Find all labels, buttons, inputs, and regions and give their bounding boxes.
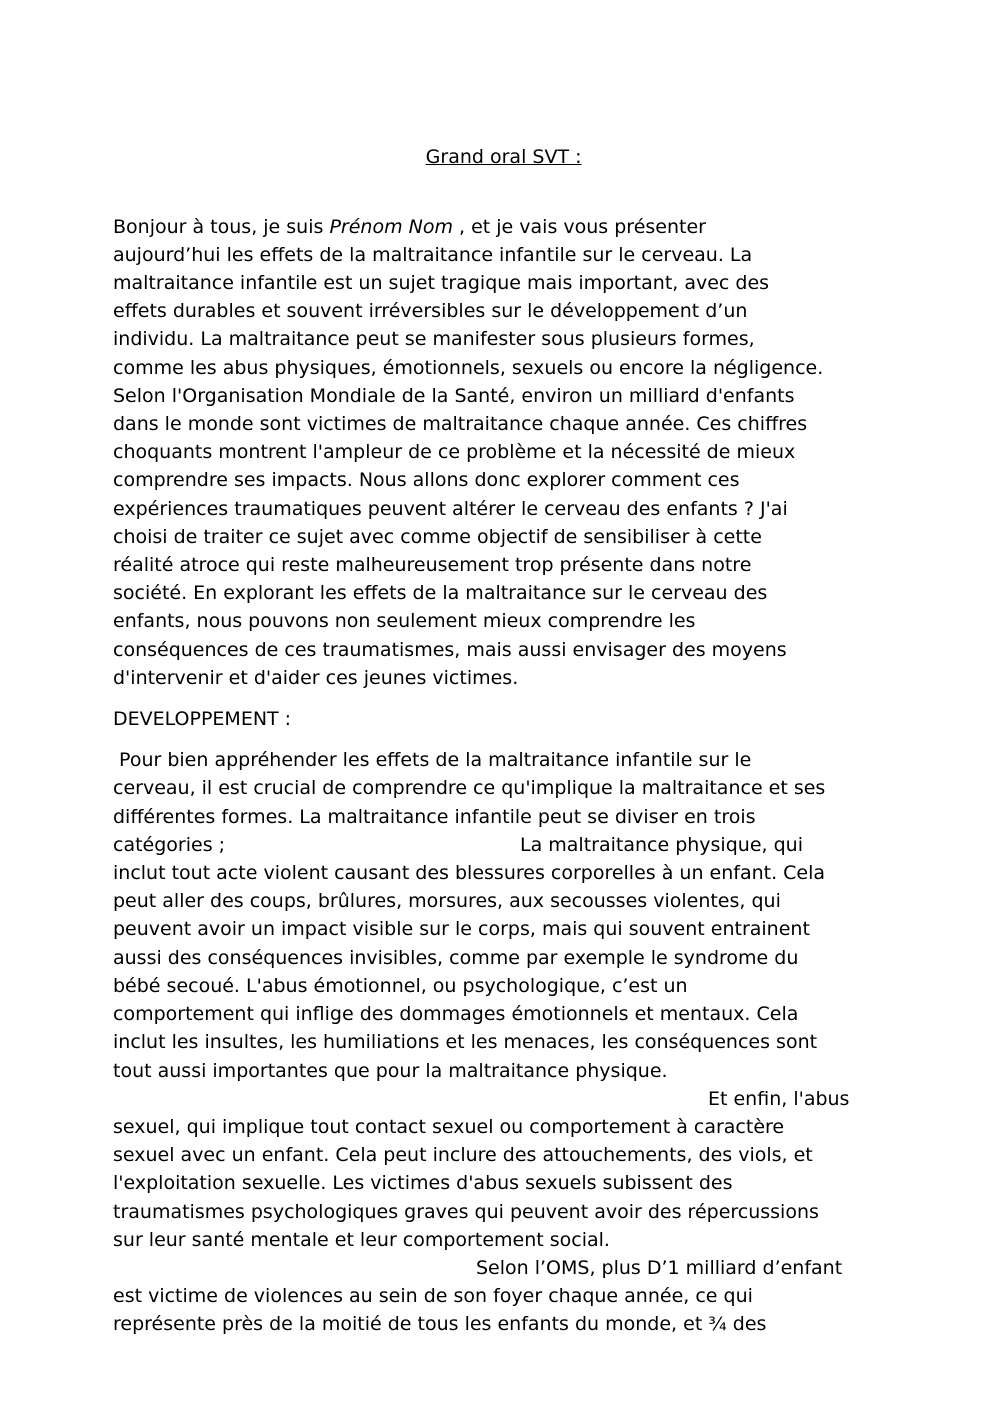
text-segment: aussi des conséquences invisibles, comme par exemple le syndrome du xyxy=(113,946,799,969)
text-line xyxy=(113,1282,870,1310)
paragraph-developpement-heading xyxy=(113,705,870,733)
text-line xyxy=(113,551,870,579)
document-page xyxy=(113,115,870,1339)
text-line xyxy=(113,1057,870,1085)
document-title xyxy=(113,115,870,200)
document-body xyxy=(113,213,870,1339)
text-line xyxy=(113,410,870,438)
text-line xyxy=(113,636,870,664)
text-line xyxy=(113,1254,870,1282)
text-segment: sur leur santé mentale et leur comportement social. xyxy=(113,1228,610,1251)
text-line xyxy=(113,438,870,466)
text-line xyxy=(113,325,870,353)
text-segment: individu. La maltraitance peut se manifester sous plusieurs formes, xyxy=(113,328,755,351)
text-segment: représente près de la moitié de tous les enfants du monde, et ¾ des xyxy=(113,1313,767,1336)
text-line xyxy=(113,887,870,915)
text-segment: société. En explorant les effets de la maltraitance sur le cerveau des xyxy=(113,582,768,605)
text-segment: réalité atroce qui reste malheureusement trop présente dans notre xyxy=(113,554,752,577)
text-segment: choisi de traiter ce sujet avec comme objectif de sensibiliser à cette xyxy=(113,525,762,548)
text-line xyxy=(113,1028,870,1056)
text-line xyxy=(113,915,870,943)
text-line xyxy=(113,1113,870,1141)
text-segment: l'exploitation sexuelle. Les victimes d'abus sexuels subissent des xyxy=(113,1172,733,1195)
text-segment: choquants montrent l'ampleur de ce problème et la nécessité de mieux xyxy=(113,441,796,464)
text-segment: effets durables et souvent irréversibles sur le développement d’un xyxy=(113,300,748,323)
text-segment: est victime de violences au sein de son foyer chaque année, ce qui xyxy=(113,1285,753,1308)
emphasized-text: Prénom Nom xyxy=(329,215,453,238)
text-segment: inclut les insultes, les humiliations et les menaces, les conséquences sont xyxy=(113,1031,818,1054)
text-line xyxy=(113,944,870,972)
text-line xyxy=(113,523,870,551)
text-line xyxy=(113,269,870,297)
paragraph-introduction xyxy=(113,213,870,692)
text-line xyxy=(113,664,870,692)
paragraph-developpement-body xyxy=(113,746,870,1338)
text-segment: DEVELOPPEMENT : xyxy=(113,708,292,731)
text-segment: expériences traumatiques peuvent altérer le cerveau des enfants ? J'ai xyxy=(113,497,788,520)
text-segment: maltraitance infantile est un sujet tragique mais important, avec des xyxy=(113,272,770,295)
text-segment: La maltraitance physique, qui xyxy=(520,833,803,856)
text-line xyxy=(113,382,870,410)
text-line xyxy=(113,495,870,523)
text-segment: peuvent avoir un impact visible sur le corps, mais qui souvent entrainent xyxy=(113,918,810,941)
text-segment: Bonjour à tous, je suis xyxy=(113,215,330,238)
text-segment: comprendre ses impacts. Nous allons donc explorer comment ces xyxy=(113,469,740,492)
text-segment: conséquences de ces traumatismes, mais aussi envisager des moyens xyxy=(113,638,787,661)
text-segment: sexuel, qui implique tout contact sexuel ou comportement à caractère xyxy=(113,1115,785,1138)
text-segment: cerveau, il est crucial de comprendre ce qu'implique la maltraitance et ses xyxy=(113,777,826,800)
text-line xyxy=(113,705,870,733)
text-line xyxy=(113,1169,870,1197)
text-segment: Et enfin, l'abus xyxy=(708,1087,850,1110)
text-segment: sexuel avec un enfant. Cela peut inclure des attouchements, des viols, et xyxy=(113,1144,813,1167)
text-line xyxy=(113,774,870,802)
text-line xyxy=(113,1085,870,1113)
text-segment: Pour bien appréhender les effets de la maltraitance infantile sur le xyxy=(113,749,752,772)
text-line xyxy=(113,803,870,831)
text-line xyxy=(113,972,870,1000)
text-segment: d'intervenir et d'aider ces jeunes victimes. xyxy=(113,666,519,689)
text-line xyxy=(113,1000,870,1028)
text-segment: Selon l’OMS, plus D’1 milliard d’enfant xyxy=(476,1256,843,1279)
text-line xyxy=(113,579,870,607)
text-line xyxy=(113,241,870,269)
text-line xyxy=(113,746,870,774)
text-segment: bébé secoué. L'abus émotionnel, ou psychologique, c’est un xyxy=(113,974,688,997)
text-line xyxy=(113,607,870,635)
text-segment: traumatismes psychologiques graves qui peuvent avoir des répercussions xyxy=(113,1200,819,1223)
text-line xyxy=(113,1198,870,1226)
text-line xyxy=(113,354,870,382)
text-line xyxy=(113,466,870,494)
text-segment: , et je vais vous présenter xyxy=(452,215,706,238)
text-segment: enfants, nous pouvons non seulement mieux comprendre les xyxy=(113,610,696,633)
text-line xyxy=(113,1310,870,1338)
text-line xyxy=(113,1141,870,1169)
text-line xyxy=(113,1226,870,1254)
text-segment: aujourd’hui les effets de la maltraitance infantile sur le cerveau. La xyxy=(113,243,753,266)
text-segment: comportement qui inflige des dommages émotionnels et mentaux. Cela xyxy=(113,1003,799,1026)
document-title-text: Grand oral SVT : xyxy=(425,146,582,169)
text-segment: différentes formes. La maltraitance infantile peut se diviser en trois xyxy=(113,805,756,828)
text-segment: catégories ; xyxy=(113,833,226,856)
text-segment: dans le monde sont victimes de maltraitance chaque année. Ces chiffres xyxy=(113,413,808,436)
text-line xyxy=(113,859,870,887)
text-line xyxy=(113,213,870,241)
text-segment: inclut tout acte violent causant des blessures corporelles à un enfant. Cela xyxy=(113,862,826,885)
text-segment: Selon l'Organisation Mondiale de la Santé, environ un milliard d'enfants xyxy=(113,384,795,407)
text-segment: tout aussi importantes que pour la maltraitance physique. xyxy=(113,1059,668,1082)
text-line xyxy=(113,297,870,325)
text-segment: peut aller des coups, brûlures, morsures, aux secousses violentes, qui xyxy=(113,890,781,913)
text-line xyxy=(113,831,870,859)
text-segment: comme les abus physiques, émotionnels, sexuels ou encore la négligence. xyxy=(113,356,824,379)
